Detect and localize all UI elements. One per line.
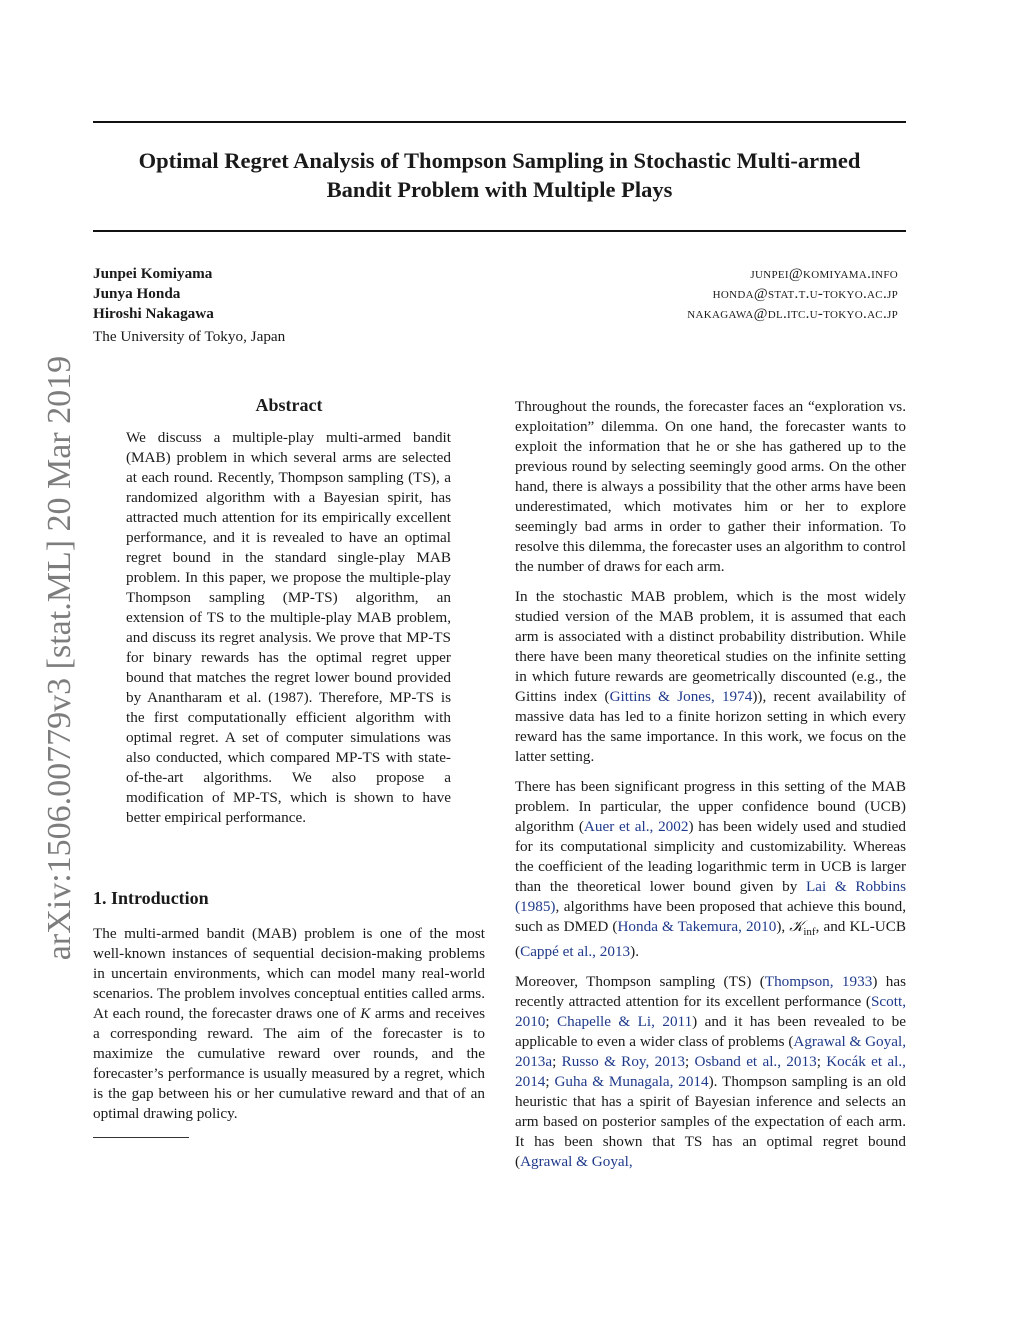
citation-link[interactable]: Cappé et al., 2013 (520, 943, 631, 961)
title-line-2: Bandit Problem with Multiple Plays (326, 177, 673, 202)
citation-link[interactable]: Guha & Munagala, 2014 (554, 1073, 709, 1091)
abstract-heading: Abstract (255, 395, 323, 415)
author-name: Junpei Komiyama (93, 265, 213, 282)
intro-text: arms and receives a corresponding reward. The aim of the forecaster is to maximize the cumulative reward over rounds, and the forecaster’s performance is usually measured by a regret, which is the gap between his or her cumulative reward and that of an optimal drawing policy. (93, 1005, 485, 1122)
citation-link[interactable]: Kocák et al., 2014 (515, 1053, 906, 1091)
text-run: ), (776, 918, 790, 935)
section-heading-introduction: 1. Introduction (93, 888, 209, 908)
math-subscript: inf (803, 926, 816, 939)
title-top-rule (93, 121, 906, 123)
abstract-text: We discuss a multiple-play multi-armed bandit (MAB) problem in which several arms are selected at each round. Recently, Thompson sampling (TS), a randomized algorithm with a Bayesian spirit, has attracted much attention for its empirically excellent performance, and it is revealed to have an optimal regret bound in the standard single-play MAB problem. In this paper, we propose the multiple-play Thompson sampling (MP-TS) algorithm, an extension of TS to the multiple-play MAB problem, and discuss its regret analysis. We prove that MP-TS for binary rewards has the optimal regret upper bound that matches the regret lower bound provided by Anantharam et al. (1987). Therefore, MP-TS is the first computationally efficient algorithm with optimal regret. A set of computer simulations was also conducted, which compared MP-TS with state-of-the-art algorithms. We also propose a modification of MP-TS, which is shown to have better empirical performance. (126, 429, 451, 826)
author-name: Junya Honda (93, 285, 181, 303)
text-run: ) has been widely used and studied for its computational simplicity and customizability. Whereas the coefficient of the leading logarithmic term in UCB is larger than the theoretical lower bound given by (515, 818, 907, 895)
math-symbol: 𝒦 (789, 918, 804, 935)
citation-link[interactable]: Auer et al., 2002 (583, 818, 689, 835)
paragraph (515, 587, 906, 767)
math-symbol-k: K (360, 1005, 371, 1022)
citation-link[interactable]: Lai & Robbins (1985) (515, 878, 906, 915)
author-row (93, 304, 906, 324)
intro-paragraph (93, 924, 485, 1124)
text-run: ; (545, 1073, 555, 1091)
citation-link[interactable]: Gittins & Jones, 1974 (609, 688, 753, 705)
text-run: ). (630, 943, 640, 961)
text-run: ; (816, 1053, 827, 1071)
citation-link[interactable]: Agrawal & Goyal, 2013a (515, 1033, 906, 1071)
author-email[interactable]: honda@stat.t.u-tokyo.ac.jp (712, 286, 898, 303)
text-run: ) has recently attracted attention for its excellent performance ( (515, 973, 906, 1011)
text-run: ). Thompson sampling is an old heuristic that has a spirit of Bayesian inference and selects an arm based on posterior samples of the expectation of each arm. It has been shown that TS has an optimal regret bound ( (515, 1073, 906, 1171)
citation-link[interactable]: Scott, 2010 (515, 993, 906, 1031)
paragraph: Throughout the rounds, the forecaster faces an “exploration vs. exploitation” dilemma. On one hand, the forecaster wants to exploit the information that he or she has gathered up to the previous round by selecting seemingly good arms. On the other hand, there is always a possibility that the other arms have been underestimated, which motivates him or her to explore seemingly bad arms in order to gather their information. To resolve this dilemma, the forecaster uses an algorithm to control the number of draws for each arm. (515, 398, 906, 575)
author-email[interactable]: junpei@komiyama.info (750, 266, 898, 282)
text-run: ; (552, 1053, 562, 1071)
author-row (93, 284, 906, 304)
author-row (93, 264, 906, 284)
text-run: , and KL-UCB ( (515, 918, 906, 961)
text-run: Moreover, Thompson sampling (TS) ( (515, 973, 765, 991)
author-block (93, 264, 906, 347)
text-run: ; (684, 1053, 695, 1071)
citation-link[interactable]: Osband et al., 2013 (694, 1053, 817, 1071)
text-run: There has been significant progress in this setting of the MAB problem. In particular, the upper confidence bound (UCB) algorithm ( (515, 778, 906, 835)
citation-link[interactable]: Thompson, 1933 (764, 973, 873, 991)
author-name: Hiroshi Nakagawa (93, 305, 214, 323)
intro-text: The multi-armed bandit (MAB) problem is one of the most well-known instances of sequential decision-making problems in uncertain environments, which can model many real-world scenarios. The problem involves conceptual entities called arms. At each round, the forecaster draws one of (93, 925, 485, 1022)
citation-link[interactable]: Agrawal & Goyal, (520, 1153, 633, 1171)
paper-title (93, 146, 906, 204)
title-bottom-rule (93, 230, 906, 232)
footnote-rule (93, 1137, 189, 1138)
math-k-inf (789, 918, 816, 939)
text-run: ) and it has been revealed to be applicable to even a wider class of problems ( (515, 1013, 906, 1051)
author-email[interactable]: nakagawa@dl.itc.u-tokyo.ac.jp (687, 306, 898, 323)
citation-link[interactable]: Honda & Takemura, 2010 (617, 918, 777, 935)
arxiv-side-stamp: arXiv:1506.00779v3 [stat.ML] 20 Mar 2019 (41, 355, 78, 961)
title-line-1: Optimal Regret Analysis of Thompson Sampling in Stochastic Multi-armed (138, 148, 861, 173)
paragraph (515, 972, 906, 1172)
citation-link[interactable]: Russo & Roy, 2013 (561, 1053, 685, 1071)
affiliation: The University of Tokyo, Japan (93, 327, 286, 345)
right-column (515, 397, 906, 1182)
text-run: )), recent availability of massive data has led to a finite horizon setting in which every reward has the same importance. In this work, we focus on the latter setting. (515, 688, 906, 765)
text-run: In the stochastic MAB problem, which is the most widely studied version of the MAB problem, it is assumed that each arm is associated with a distinct probability distribution. While there have been many theoretical studies on the infinite setting in which future rewards are geometrically discounted (e.g., the Gittins index ( (515, 588, 906, 705)
text-run: ; (545, 1013, 558, 1031)
paragraph (515, 777, 906, 962)
text-run: , algorithms have been proposed that achieve this bound, such as DMED ( (515, 898, 906, 935)
citation-link[interactable]: Chapelle & Li, 2011 (557, 1013, 693, 1031)
